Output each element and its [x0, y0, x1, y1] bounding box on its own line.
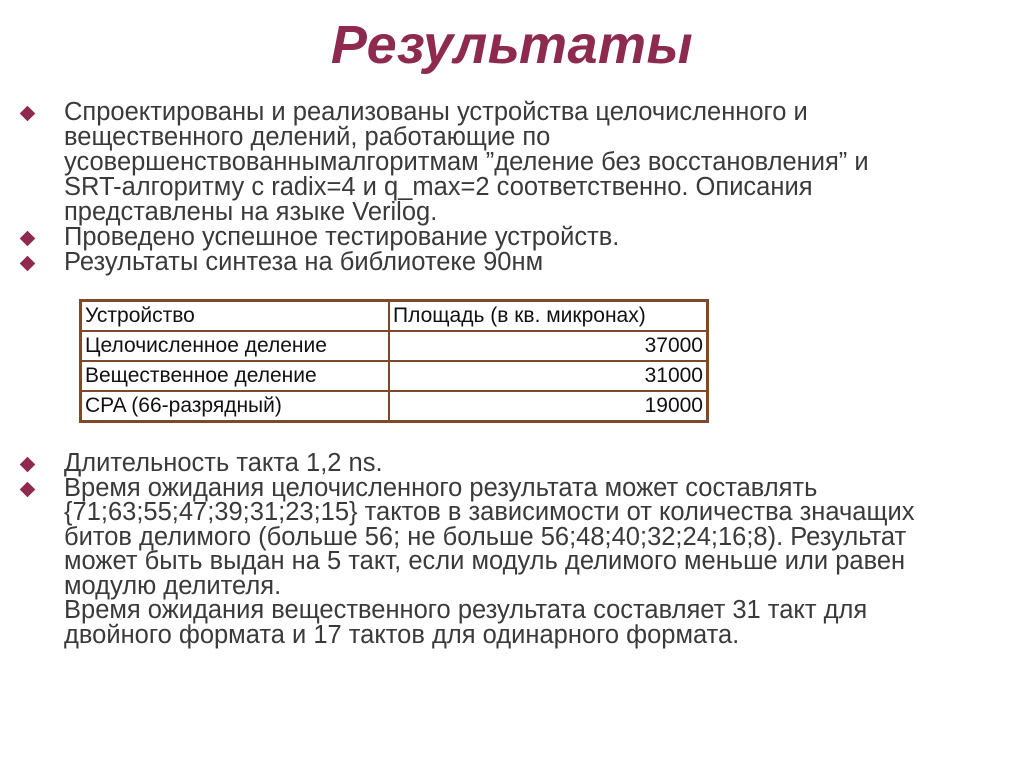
bullet-line: SRT-алгоритму с radix=4 и q_max=2 соответственно. Описания [64, 173, 813, 201]
diamond-bullet-icon [20, 481, 36, 497]
bullet-line: усовершенствованнымалгоритмам ”деление без восстановления” и [64, 148, 869, 176]
table-row [81, 391, 708, 422]
bullet-line: Проведено успешное тестирование устройств. [64, 223, 620, 251]
bullet-line: двойного формата и 17 тактов для одинарного формата. [64, 620, 740, 649]
table-cell-area: 37000 [389, 331, 708, 361]
bullet-line: Время ожидания целочисленного результата может составлять [64, 473, 818, 502]
diamond-bullet-icon [20, 256, 36, 272]
bullet-line: битов делимого (больше 56; не больше 56;48;40;32;24;16;8). Результат [64, 522, 907, 551]
bullet-line: Время ожидания вещественного результата составляет 31 такт для [64, 596, 868, 624]
bullet-line: представлены на языке Verilog. [64, 198, 438, 226]
bullet-line: Результаты синтеза на библиотеке 90нм [64, 248, 544, 276]
table-cell-device: Целочисленное деление [81, 331, 390, 361]
bullet-line: может быть выдан на 5 такт, если модуль делимого меньше или равен [64, 547, 906, 575]
table-row [81, 331, 708, 361]
bullet-item [20, 100, 1010, 225]
bullet-list-bottom [20, 451, 1010, 647]
synthesis-results-table [79, 299, 709, 423]
bullet-item [20, 225, 1010, 250]
table-header-cell: Устройство [81, 301, 390, 332]
diamond-bullet-icon [20, 231, 36, 247]
bullet-line: {71;63;55;47;39;31;23;15} тактов в зависимости от количества значащих [64, 498, 915, 526]
bullet-line: Длительность такта 1,2 ns. [64, 449, 383, 477]
table-cell-device: Вещественное деление [81, 361, 390, 391]
diamond-bullet-icon [20, 106, 36, 122]
bullet-line: Спроектированы и реализованы устройства целочисленного и [64, 98, 808, 126]
table-cell-device: CPA (66-разрядный) [81, 391, 390, 422]
slide-title: Результаты [330, 15, 694, 75]
bullet-item [20, 451, 1010, 476]
table-cell-area: 19000 [389, 391, 708, 422]
diamond-bullet-icon [20, 457, 36, 473]
table-row [81, 361, 708, 391]
bullet-item [20, 250, 1010, 275]
bullet-list-top [20, 100, 1010, 275]
bullet-line: вещественного делений, работающие по [64, 123, 551, 151]
table-header-row [81, 301, 708, 332]
table-cell-area: 31000 [389, 361, 708, 391]
bullet-line: модулю делителя. [64, 571, 282, 600]
table-header-cell: Площадь (в кв. микронах) [389, 301, 708, 332]
bullet-item [20, 473, 1010, 649]
